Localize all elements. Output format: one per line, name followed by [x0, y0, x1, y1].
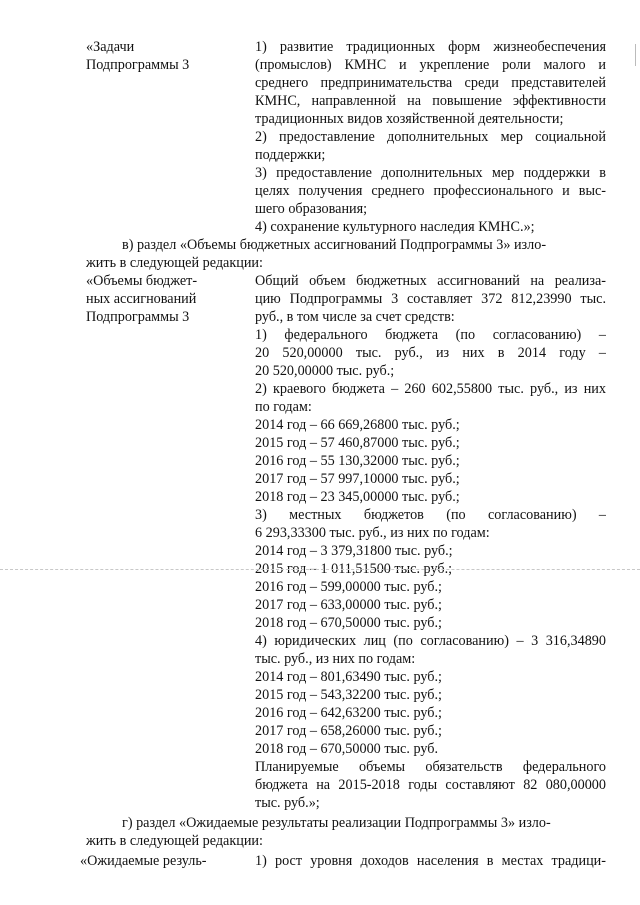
tasks-text-line: целях получения среднего профессионального и выс-	[255, 183, 606, 199]
budget-text-line: 2) краевого бюджета – 260 602,55800 тыс. руб., из них	[255, 381, 606, 397]
budget-text-line: 3) местных бюджетов (по согласованию) –	[255, 507, 606, 523]
budget-text-line: 2017 год – 658,26000 тыс. руб.;	[255, 723, 442, 739]
tasks-text-line: КМНС, направленной на повышение эффективности	[255, 93, 606, 109]
budget-text-line: тыс. руб.»;	[255, 795, 320, 811]
budget-text-line: 2016 год – 55 130,32000 тыс. руб.;	[255, 453, 460, 469]
tasks-text-line: 1) развитие традиционных форм жизнеобеспечения	[255, 39, 606, 55]
budget-text-line: цию Подпрограммы 3 составляет 372 812,23990 тыс.	[255, 291, 606, 307]
budget-text-line: Планируемые объемы обязательств федерального	[255, 759, 606, 775]
scan-edge-mark	[635, 44, 636, 66]
budget-label-line-1: «Объемы бюджет-	[86, 273, 198, 289]
budget-text-line: 2017 год – 57 997,10000 тыс. руб.;	[255, 471, 460, 487]
budget-text-line: 2017 год – 633,00000 тыс. руб.;	[255, 597, 442, 613]
budget-text-line: 2018 год – 23 345,00000 тыс. руб.;	[255, 489, 460, 505]
scan-fold-line	[0, 569, 640, 570]
budget-label-line-3: Подпрограммы 3	[86, 309, 190, 325]
budget-text-line: 4) юридических лиц (по согласованию) – 3 316,34890	[255, 633, 606, 649]
budget-text-line: 2018 год – 670,50000 тыс. руб.	[255, 741, 439, 757]
budget-text-line: 20 520,00000 тыс. руб.;	[255, 363, 395, 379]
tasks-text-line: (промыслов) КМНС и укрепление роли малого и	[255, 57, 606, 73]
tasks-text-line: шего образования;	[255, 201, 368, 217]
budget-label-line-2: ных ассигнований	[86, 291, 197, 307]
paragraph-g-line-1: г) раздел «Ожидаемые результаты реализации Подпрограммы 3» изло-	[122, 815, 551, 831]
budget-text-line: 2016 год – 642,63200 тыс. руб.;	[255, 705, 442, 721]
budget-text-line: 2018 год – 670,50000 тыс. руб.;	[255, 615, 442, 631]
budget-text-line: 2014 год – 3 379,31800 тыс. руб.;	[255, 543, 453, 559]
budget-text-line: 2014 год – 66 669,26800 тыс. руб.;	[255, 417, 460, 433]
budget-text-line: 1) федерального бюджета (по согласованию) –	[255, 327, 606, 343]
tasks-text-line: 2) предоставление дополнительных мер социальной	[255, 129, 606, 145]
budget-text-line: по годам:	[255, 399, 312, 415]
tasks-text-line: 3) предоставление дополнительных мер поддержки в	[255, 165, 606, 181]
budget-text-line: 6 293,33300 тыс. руб., из них по годам:	[255, 525, 490, 541]
tasks-text-line: поддержки;	[255, 147, 326, 163]
budget-text-line: тыс. руб., из них по годам:	[255, 651, 416, 667]
paragraph-v-line-2: жить в следующей редакции:	[86, 255, 263, 271]
budget-text-line: 2014 год – 801,63490 тыс. руб.;	[255, 669, 442, 685]
budget-text-line: Общий объем бюджетных ассигнований на реализа-	[255, 273, 606, 289]
tasks-text-line: 4) сохранение культурного наследия КМНС.»;	[255, 219, 535, 235]
paragraph-g-line-2: жить в следующей редакции:	[86, 833, 263, 849]
budget-text-line: бюджета на 2015-2018 годы составляют 82 080,00000	[255, 777, 606, 793]
results-label-line-1: «Ожидаемые резуль-	[80, 853, 207, 869]
tasks-text-line: традиционных видов хозяйственной деятельности;	[255, 111, 564, 127]
tasks-label-line-1: «Задачи	[86, 39, 135, 55]
budget-text-line: 2016 год – 599,00000 тыс. руб.;	[255, 579, 442, 595]
budget-text-line: 2015 год – 57 460,87000 тыс. руб.;	[255, 435, 460, 451]
tasks-text-line: среднего предпринимательства среди представителей	[255, 75, 606, 91]
budget-text-line: 2015 год – 1 011,51500 тыс. руб.;	[255, 561, 453, 577]
budget-text-line: руб., в том числе за счет средств:	[255, 309, 455, 325]
budget-text-line: 20 520,00000 тыс. руб., из них в 2014 году –	[255, 345, 606, 361]
budget-text-line: 2015 год – 543,32200 тыс. руб.;	[255, 687, 442, 703]
tasks-label-line-2: Подпрограммы 3	[86, 57, 190, 73]
paragraph-v-line-1: в) раздел «Объемы бюджетных ассигнований Подпрограммы 3» изло-	[122, 237, 547, 253]
results-text-line: 1) рост уровня доходов населения в местах традици-	[255, 853, 606, 869]
